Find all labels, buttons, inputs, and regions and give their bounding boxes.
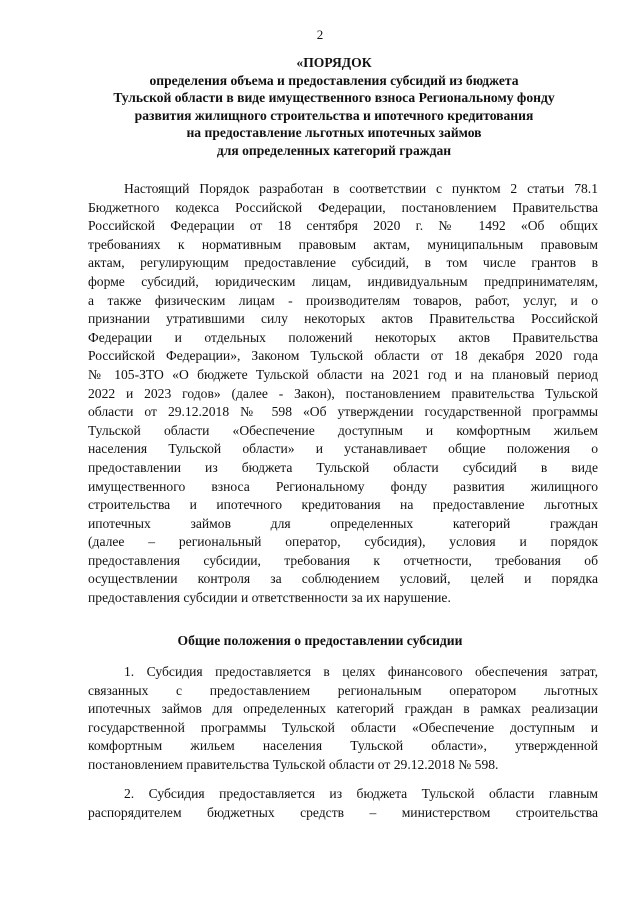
text-line: строительства и ипотечного кредитования на предоставление льготных [88, 497, 598, 513]
text-line: 2. Субсидия предоставляется из бюджета Тульской области главным [124, 786, 598, 801]
title-line: определения объема и предоставления субсидий из бюджета [149, 72, 519, 88]
title-line: «ПОРЯДОК [296, 55, 372, 70]
text-line: Российской Федерации от 18 сентября 2020 г. № 1492 «Об общих [88, 218, 598, 234]
text-line: № 105-ЗТО «О бюджете Тульской области на 2021 год и на плановый период [88, 366, 598, 382]
text-line: государственной программы Тульской области «Обеспечение доступным и [88, 719, 598, 735]
text-line: населения Тульской области» и устанавливает общие положения о [88, 441, 598, 457]
text-line: осуществлении контроля за соблюдением условий, целей и порядка [88, 571, 598, 587]
section-heading: Общие положения о предоставлении субсидии [177, 633, 463, 648]
text-line: Федерации и отдельных положений некоторых актов Правительства [88, 329, 598, 345]
title-line: Тульской области в виде имущественного взноса Региональному фонду [113, 90, 555, 106]
text-line: 1. Субсидия предоставляется в целях финансового обеспечения затрат, [124, 664, 598, 679]
text-line: связанных с предоставлением региональным оператором льготных [88, 682, 598, 698]
text-line: Настоящий Порядок разработан в соответствии с пунктом 2 статьи 78.1 [124, 181, 598, 196]
title-line: развития жилищного строительства и ипотечного кредитования [134, 107, 534, 123]
text-line: области от 29.12.2018 № 598 «Об утверждении государственной программы [88, 404, 598, 420]
text-line: распорядителем бюджетных средств – министерством строительства [88, 804, 598, 820]
text-line: комфортным жильем населения Тульской области», утвержденной [88, 738, 598, 754]
text-line: ипотечных займов для определенных категорий граждан [88, 515, 598, 531]
title-line: для определенных категорий граждан [216, 142, 452, 158]
title-line: на предоставление льготных ипотечных займов [186, 125, 482, 141]
text-line: предоставления субсидии, требования к отчетности, требования об [88, 552, 598, 568]
page-number: 2 [316, 27, 324, 42]
text-line: Тульской области «Обеспечение доступным и комфортным жильем [88, 422, 598, 438]
text-line: Российской Федерации», Законом Тульской области от 18 декабря 2020 года [88, 348, 598, 364]
intro-paragraph [88, 180, 598, 608]
text-line: требованиях к нормативным правовым актам, муниципальным правовым [88, 236, 598, 252]
text-line: имущественного взноса Региональному фонду развития жилищного [88, 478, 598, 494]
text-line: предоставления субсидии и ответственности за их нарушение. [88, 590, 451, 606]
text-line: признании утратившими силу некоторых актов Правительства Российской [88, 311, 598, 327]
text-line: ипотечных займов для определенных категорий граждан в рамках реализации [88, 701, 598, 717]
text-line: форме субсидий, юридическим лицам, индивидуальным предпринимателям, [88, 273, 598, 289]
item-1-paragraph [88, 663, 598, 775]
text-line: предоставлении из бюджета Тульской области субсидий в виде [88, 459, 598, 475]
text-line: Бюджетного кодекса Российской Федерации, постановлением Правительства [88, 199, 598, 215]
text-line: а также физическим лицам - производителям товаров, работ, услуг, и о [88, 292, 598, 308]
item-2-paragraph [88, 785, 598, 822]
text-line: актам, регулирующим предоставление субсидий, в том числе грантов в [88, 255, 598, 271]
document-title [70, 54, 598, 160]
text-line: (далее – региональный оператор, субсидия), условия и порядок [88, 534, 598, 550]
text-line: 2022 и 2023 годов» (далее - Закон), постановлением правительства Тульской [88, 385, 598, 401]
text-line: постановлением правительства Тульской области от 29.12.2018 № 598. [88, 756, 499, 772]
